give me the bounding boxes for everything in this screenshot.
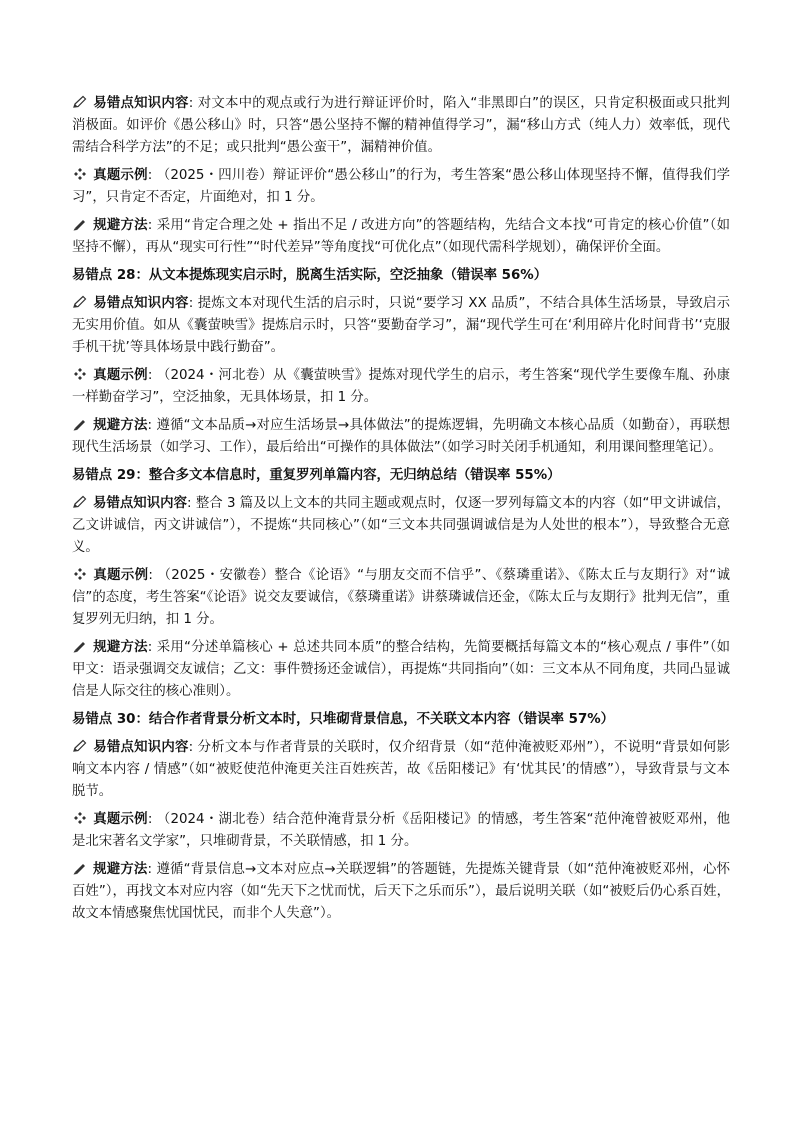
avoid-text: 遵循“背景信息→文本对应点→关联逻辑”的答题链，先提炼关键背景（如“范仲淹被贬邓州，心怀百姓”），再找文本对应内容（如“先天下之忧而忧，后天下之乐而乐”），最后说明关联（如“被贬后仍心系百姓，故文本情感聚焦忧国忧民，而非个人失意”）。 [72,862,731,921]
avoid-paragraph [72,215,730,259]
avoid-text: 采用“肯定合理之处 + 指出不足 / 改进方向”的答题结构，先结合文本找“可肯定的核心价值”（如坚持不懈），再从“现实可行性”“时代差异”等角度找“可优化点”（如现代需科学规划），确保评价全面。 [72,218,731,255]
label-separator: : [147,418,157,433]
section-heading-29: 易错点 29：整合多文本信息时，重复罗列单篇内容，无归纳总结（错误率 55%） [72,468,561,483]
knowledge-paragraph [72,293,730,359]
knowledge-label: 易错点知识内容 [93,496,188,511]
example-text: （2025・四川卷）辩证评价“愚公移山”的行为，考生答案“愚公移山体现坚持不懈，值得我们学习”，只肯定不否定，片面绝对，扣 1 分。 [72,168,731,205]
knowledge-paragraph [72,93,730,159]
label-separator: : [148,568,158,583]
example-label: 真题示例 [93,568,149,583]
knowledge-paragraph [72,493,730,559]
example-text: （2024・湖北卷）结合范仲淹背景分析《岳阳楼记》的情感，考生答案“范仲淹曾被贬邓州，他是北宋著名文学家”，只堆砌背景，不关联情感，扣 1 分。 [72,812,731,849]
avoid-label: 规避方法 [93,418,148,433]
example-text: （2025・安徽卷）整合《论语》“与朋友交而不信乎”、《蔡璘重诺》、《陈太丘与友期行》对“诚信”的态度，考生答案“《论语》说交友要诚信，《蔡璘重诺》讲蔡璘诚信还金，《陈太丘与友期行》批判无信”，重复罗列无归纳，扣 1 分。 [72,568,730,627]
knowledge-paragraph [72,737,730,803]
diamond-bullet-icon [72,367,88,381]
section-heading-28: 易错点 28：从文本提炼现实启示时，脱离生活实际，空泛抽象（错误率 56%） [72,268,548,283]
diamond-bullet-icon [72,567,88,581]
knowledge-text: 提炼文本对现代生活的启示时，只说“要学习 XX 品质”，不结合具体生活场景，导致启示无实用价值。如从《囊萤映雪》提炼启示时，只答“要勤奋学习”，漏“现代学生可在‘利用碎片化时间背书’‘克服手机干扰’等具体场景中践行勤奋”。 [72,296,730,355]
knowledge-text: 整合 3 篇及以上文本的共同主题或观点时，仅逐一罗列每篇文本的内容（如“甲文讲诚信，乙文讲诚信，丙文讲诚信”），不提炼“共同核心”（如“三文本共同强调诚信是为人处世的根本”），导致整合无意义。 [72,496,731,555]
label-separator: : [188,96,198,111]
section-heading-30: 易错点 30：结合作者背景分析文本时，只堆砌背景信息，不关联文本内容（错误率 57%） [72,712,615,727]
example-label: 真题示例 [93,168,148,183]
label-separator: : [147,168,157,183]
example-paragraph [72,365,730,409]
writing-pen-icon [72,639,88,653]
example-paragraph [72,165,730,209]
pencil-icon [72,739,88,753]
avoid-paragraph [72,637,730,703]
label-separator: : [147,368,157,383]
label-separator: : [188,740,198,755]
avoid-text: 采用“分述单篇核心 + 总述共同本质”的整合结构，先简要概括每篇文本的“核心观点 / 事件”（如甲文：语录强调交友诚信；乙文：事件赞扬还金诚信），再提炼“共同指向”（如：三文本从不同角度，共同凸显诚信是人际交往的核心准则）。 [72,640,731,699]
pencil-icon [72,295,88,309]
example-text: （2024・河北卷）从《囊萤映雪》提炼对现代学生的启示，考生答案“现代学生要像车胤、孙康一样勤奋学习”，空泛抽象，无具体场景，扣 1 分。 [72,368,731,405]
pencil-icon [72,495,88,509]
diamond-bullet-icon [72,167,88,181]
knowledge-label: 易错点知识内容 [93,296,189,311]
avoid-paragraph [72,415,730,459]
knowledge-label: 易错点知识内容 [93,96,189,111]
label-separator: : [147,862,157,877]
label-separator: : [147,640,157,655]
example-paragraph [72,809,730,853]
knowledge-text: 分析文本与作者背景的关联时，仅介绍背景（如“范仲淹被贬邓州”），不说明“背景如何影响文本内容 / 情感”（如“被贬使范仲淹更关注百姓疾苦，故《岳阳楼记》有‘忧其民’的情感”），导致背景与文本脱节。 [72,740,731,799]
writing-pen-icon [72,417,88,431]
avoid-label: 规避方法 [93,218,148,233]
label-separator: : [187,496,196,511]
avoid-paragraph [72,859,730,925]
example-label: 真题示例 [93,368,148,383]
label-separator: : [147,812,157,827]
label-separator: : [147,218,157,233]
knowledge-label: 易错点知识内容 [93,740,189,755]
diamond-bullet-icon [72,811,88,825]
label-separator: : [188,296,198,311]
avoid-text: 遵循“文本品质→对应生活场景→具体做法”的提炼逻辑，先明确文本核心品质（如勤奋），再联想现代生活场景（如学习、工作），最后给出“可操作的具体做法”（如学习时关闭手机通知，利用课间整理笔记）。 [72,418,730,455]
pencil-icon [72,95,88,109]
knowledge-text: 对文本中的观点或行为进行辩证评价时，陷入“非黑即白”的误区，只肯定积极面或只批判消极面。如评价《愚公移山》时，只答“愚公坚持不懈的精神值得学习”，漏“移山方式（纯人力）效率低，现代需结合科学方法”的不足；或只批判“愚公蛮干”，漏精神价值。 [72,96,730,155]
writing-pen-icon [72,861,88,875]
avoid-label: 规避方法 [93,862,148,877]
example-paragraph [72,565,730,631]
writing-pen-icon [72,217,88,231]
avoid-label: 规避方法 [93,640,148,655]
example-label: 真题示例 [93,812,148,827]
